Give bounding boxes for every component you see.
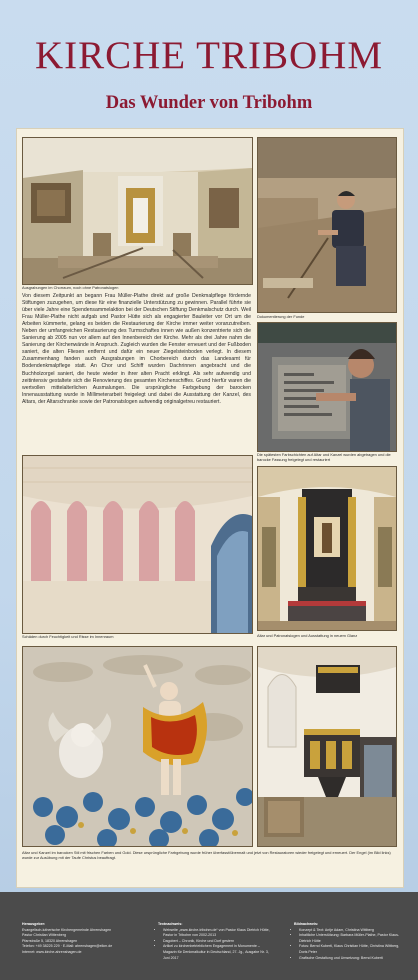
poster-title: KIRCHE TRIBOHM	[34, 34, 384, 77]
footer-credit: • Fotos: Bernd Kuberti, Klaus Christian Hütte, Christina Wittberg, Doris Peter	[299, 944, 404, 955]
photo-pulpit	[257, 646, 397, 847]
footer-credit: • Grafische Gestaltung und Umsetzung: Bernd Kuberti	[299, 956, 404, 962]
footer-publisher-line: Pfarrstraße 5, 18320 Ahrenshagen	[22, 938, 78, 943]
caption-altar: Altar und Patronatslogen und Ausstattung in neuem Glanz	[257, 633, 358, 638]
photo-altar	[257, 466, 397, 631]
footer-publisher-line: Pastor Christian Wittenberg	[22, 933, 66, 938]
footer-credit: • Inhaltliche Unterstützung: Barbara Müller-Plathe, Pastor Klaus-Dietrich Hütte	[299, 933, 404, 944]
caption-sculpture: Altar und Kanzel im barocken Stil mit frischen Farben und Gold. Diese ursprüngliche Farbgebung wurde früher überfasst/übermalt und jetzt von Restauratoren wieder freigelegt und erneuert. Der Engel (im Bild links) wurde zur Ausübung mit der Taufe Christus beauftragt.	[22, 850, 391, 860]
footer-publisher-line: Internet: www.kirche-ahrenshagen.de	[22, 949, 82, 954]
footer-publisher	[22, 922, 132, 956]
caption-digging: Dokumentierung der Funde	[257, 314, 305, 319]
footer-publisher-heading: Herausgeber:	[22, 922, 46, 926]
footer-credits-heading: Bildnachweis:	[294, 922, 319, 926]
footer-text-source: • Artikel zu kirchenbetrieblichem Engagement in Monumente – Magazin für Denkmalkultur in Deutschland, 27. Jg., Ausgabe Nr. 3, Juni 2017	[163, 944, 270, 961]
photo-frescoes	[22, 455, 253, 634]
photo-wall-restoration	[257, 322, 397, 452]
footer-publisher-line: Telefon: +49 38225 229 · E-Mail: ahrenshagen@elkm.de	[22, 944, 113, 949]
footer-publisher-line: Evangelisch-lutherische Kirchengemeinde Ahrenshagen	[22, 927, 112, 932]
main-text: Von diesem Zeitpunkt an begann Frau Müller-Plathe direkt auf große Denkmalpflege fördernde Stiftungen zuzugehen, um diese für eine finanzielle Unterstützung zu gewinnen. Parallel führte sie über viele Jahre eine Spendensammelaktion bei der Deutschen Stiftung Denkmalschutz durch. Weil Frau Müller-Plathe nicht aufgab und Pastor Hütte sich als engagierter Bauleiter vor Ort um die Arbeiten kümmerte, gelang es beiden die Restaurierung der Kirche immer weiter voranzutreiben. Neben der umfangreichen Restaurierung des Turmschaftes innen wie außen konzentrierte sich die Sanierung ab 2005 nun vor allem auf den Innenbereich der Kirche. Mehr als drei Jahre nahm die Sanierung der Kirchenwände in Anspruch. Zugleich wurden die Fenster erneuert und der Fußboden saniert, die alten Fliesen entfernt und dafür ein neuer Ziegelsteinboden verlegt. In diesem Zusammenhang fanden auch Ausgrabungen im Chorbereich durch das Landesamt für Bodendenkmalpflege statt. An Chor und Schiff wurden Dachrinnen angebracht und die Buchholzorgel saniert, die heute wieder in ihrer alten Pracht erklingt. Als sehr aufwendig und zeitintensiv gestaltete sich die Renovierung des gesamten Kirchenschiffes. Grund hierfür waren die wertvollen mittelalterlichen Ausmalungen. Die ursprüngliche Farbgebung der barocken Innenausstattung wurde in Millimeterarbeit freigelegt und dabei die Ausstattung der Kanzel, des Altars, der Altarschranke sowie der Patronatslogen aufwendig originalgetreu restauriert.	[22, 293, 251, 405]
caption-frescoes: Schäden durch Feuchtigkeit und Risse im Innenraum	[22, 634, 114, 639]
footer-text-heading: Textnachweis:	[158, 922, 183, 926]
photo-excavation-worker	[257, 137, 397, 313]
footer-text-source: • Webseite „www.kirche-tribohm.de“ von Pastor Klaus Dietrich Hütte, Pastor in Tribohm von 2002-2013	[163, 928, 270, 939]
footer-text-sources	[158, 922, 270, 961]
poster-subtitle: Das Wunder von Tribohm	[105, 93, 313, 113]
footer-image-credits	[294, 922, 404, 961]
footer-credit: • Konzept & Text: Antje Adam, Christina Wittberg	[299, 928, 404, 934]
photo-sculpture	[22, 646, 253, 847]
caption-nave: Ausgrabungen im Chorraum, noch ohne Patronatslogen	[22, 285, 119, 290]
photo-nave-excavation	[22, 137, 253, 285]
footer	[0, 892, 418, 980]
caption-wall: Die spätesten Farbschichten auf Altar und Kanzel wurden abgetragen und die barocke Fassung freigelegt und restauriert	[257, 452, 391, 462]
footer-text-source: • Dagobert – Chronik, Kirche und Dorf gestern	[163, 939, 270, 945]
